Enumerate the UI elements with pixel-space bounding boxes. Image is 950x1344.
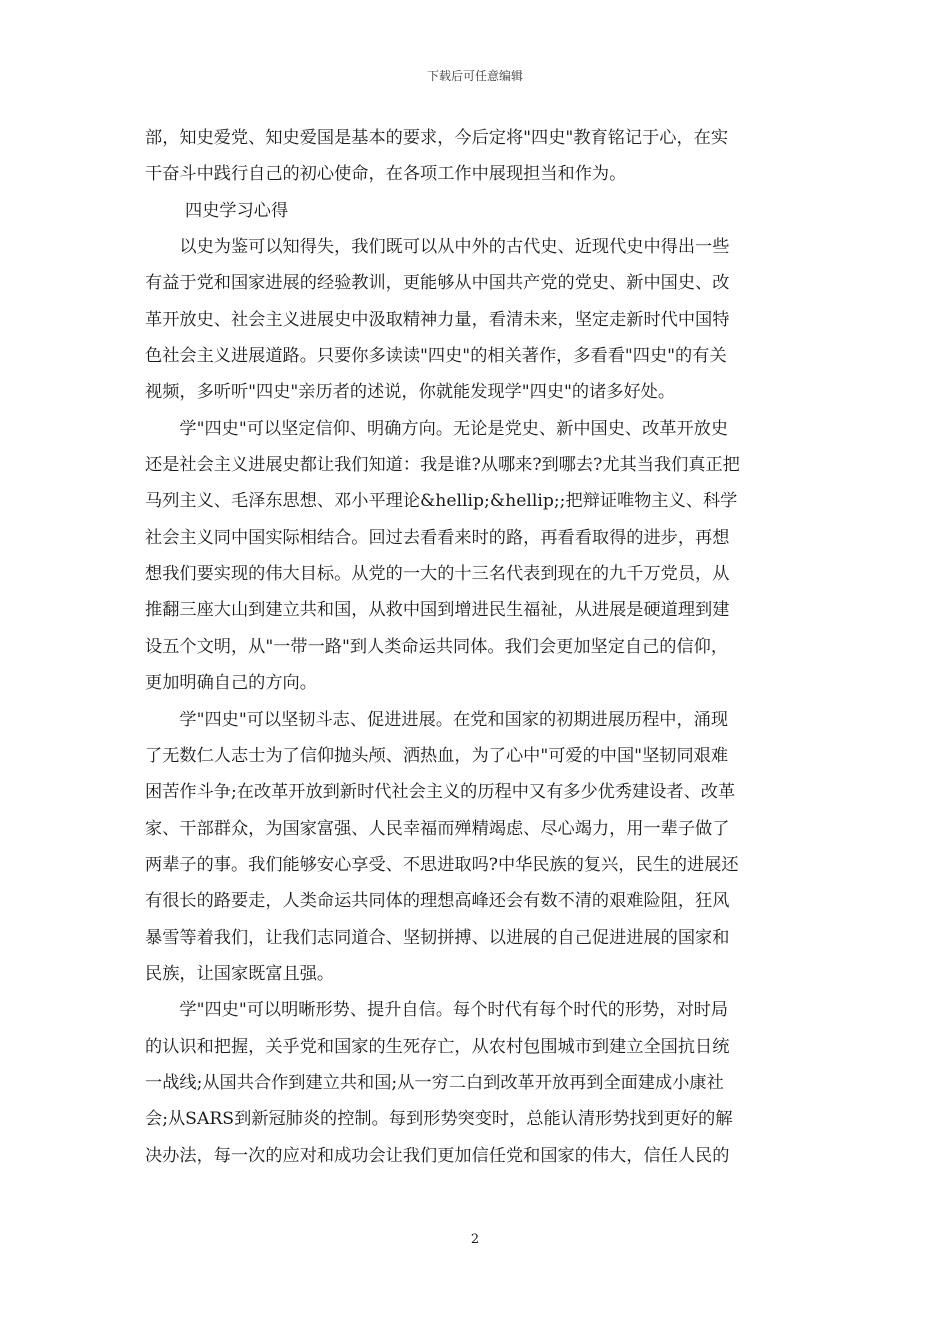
section-heading: 四史学习心得 [185, 200, 289, 221]
text-line: 了无数仁人志士为了信仰抛头颅、洒热血，为了心中"可爱的中国"坚韧同艰难 [145, 745, 729, 766]
text-line: 的认识和把握，关乎党和国家的生死存亡，从农村包围城市到建立全国抗日统 [145, 1036, 730, 1057]
text-line: 有很长的路要走，人类命运共同体的理想高峰还会有数不清的艰难险阻，狂风 [145, 891, 730, 912]
text-line: 决办法，每一次的应对和成功会让我们更加信任党和国家的伟大，信任人民的 [145, 1145, 730, 1166]
text-line: 社会主义同中国实际相结合。回过去看看来时的路，再看看取得的进步，再想 [145, 527, 730, 548]
text-line: 学"四史"可以坚韧斗志、促进进展。在党和国家的初期进展历程中，涌现 [145, 709, 729, 730]
text-line: 暴雪等着我们，让我们志同道合、坚韧拼搏、以进展的自己促进进展的国家和 [145, 927, 730, 948]
text-line: 干奋斗中践行自己的初心使命，在各项工作中展现担当和作为。 [145, 164, 627, 185]
text-line: 马列主义、毛泽东思想、邓小平理论&hellip;&hellip;;把辩证唯物主义、科学 [145, 491, 738, 512]
text-line: 家、干部群众，为国家富强、人民幸福而殚精竭虑、尽心竭力，用一辈子做了 [145, 818, 730, 839]
text-line: 学"四史"可以明晰形势、提升自信。每个时代有每个时代的形势，对时局 [145, 1000, 729, 1021]
text-line: 色社会主义进展道路。只要你多读读"四史"的相关著作，多看看"四史"的有关 [145, 346, 727, 367]
text-line: 推翻三座大山到建立共和国，从救中国到增进民生福祉，从进展是硬道理到建 [145, 600, 730, 621]
text-line: 两辈子的事。我们能够安心享受、不思进取吗?中华民族的复兴，民生的进展还 [145, 854, 739, 875]
text-line: 会;从SARS到新冠肺炎的控制。每到形势突变时，总能认清形势找到更好的解 [145, 1109, 733, 1130]
page-header: 下载后可任意编辑 [426, 69, 523, 83]
page-number: 2 [470, 1232, 480, 1247]
text-line: 有益于党和国家进展的经验教训，更能够从中国共产党的党史、新中国史、改 [145, 273, 730, 294]
text-line: 视频，多听听"四史"亲历者的述说，你就能发现学"四史"的诸多好处。 [145, 382, 676, 403]
text-line: 想我们要实现的伟大目标。从党的一大的十三名代表到现在的九千万党员，从 [145, 564, 730, 585]
text-line: 革开放史、社会主义进展史中汲取精神力量，看清未来，坚定走新时代中国特 [145, 309, 730, 330]
text-line: 设五个文明，从"一带一路"到人类命运共同体。我们会更加坚定自己的信仰， [145, 636, 729, 657]
text-line: 一战线;从国共合作到建立共和国;从一穷二白到改革开放再到全面建成小康社 [145, 1072, 724, 1093]
text-line: 还是社会主义进展史都让我们知道：我是谁?从哪来?到哪去?尤其当我们真正把 [145, 455, 740, 476]
body-text [145, 120, 810, 1174]
text-line: 民族，让国家既富且强。 [145, 963, 335, 984]
text-line: 部，知史爱党、知史爱国是基本的要求，今后定将"四史"教育铭记于心，在实 [145, 128, 729, 148]
text-line: 更加明确自己的方向。 [145, 673, 317, 694]
text-line: 学"四史"可以坚定信仰、明确方向。无论是党史、新中国史、改革开放史 [145, 418, 729, 439]
text-line: 以史为鉴可以知得失，我们既可以从中外的古代史、近现代史中得出一些 [145, 237, 730, 258]
text-line: 困苦作斗争;在改革开放到新时代社会主义的历程中又有多少优秀建设者、改革 [145, 782, 736, 803]
